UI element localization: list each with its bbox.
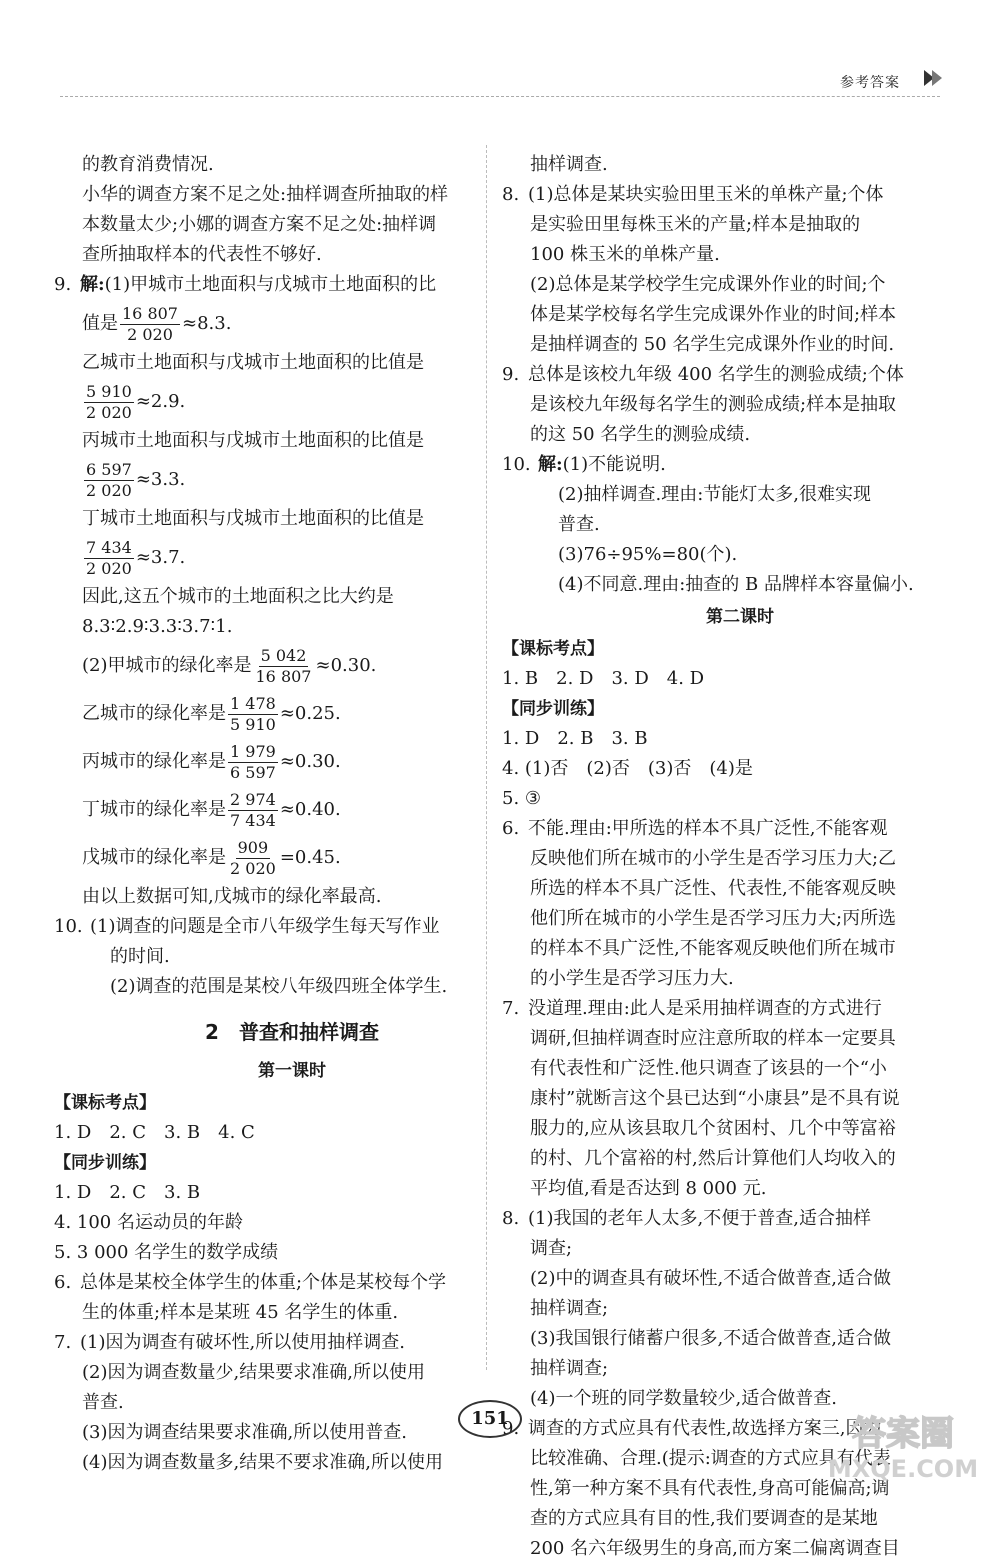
text-line: 性,第一种方案不具有代表性,身高可能偏高;调 (530, 1478, 890, 1499)
page-number: 151 (458, 1400, 522, 1438)
text-line: 由以上数据可知,戊城市的绿化率最高. (82, 886, 382, 907)
text-line: 调研,但抽样调查时应注意所取的样本一定要具 (530, 1028, 896, 1049)
fraction (228, 838, 278, 879)
denominator: 5 910 (230, 714, 276, 734)
text: ≈0.30. (279, 751, 341, 772)
text: ≈2.9. (135, 391, 186, 412)
text: (1)总体是某块实验田里玉米的单株产量;个体 (528, 184, 884, 205)
tag-line (502, 634, 950, 664)
text-line: 康村”就断言这个县已达到“小康县”是不具有说 (530, 1088, 900, 1109)
fraction (228, 694, 278, 735)
text-line: (3)因为调查结果要求准确,所以使用普查. (82, 1422, 407, 1443)
text-line: 小华的调查方案不足之处:抽样调查所抽取的样 (82, 184, 449, 205)
section-title: 2 普查和抽样调查 (205, 1020, 379, 1044)
tag-line (502, 694, 950, 724)
tag-line (54, 1088, 502, 1118)
text-line: 的村、几个富裕的村,然后计算他们人均收入的 (530, 1148, 896, 1169)
fraction (84, 382, 134, 423)
text: ≈0.40. (279, 799, 341, 820)
text-line: 因此,这五个城市的土地面积之比大约是 (82, 586, 394, 607)
text: =0.45. (279, 847, 341, 868)
text-line: 抽样调查; (530, 1298, 609, 1319)
text-line: 所选的样本不具广泛性、代表性,不能客观反映 (530, 878, 896, 899)
text-line: (2)中的调查具有破坏性,不适合做普查,适合做 (530, 1268, 891, 1289)
tag-line (54, 1148, 502, 1178)
left-column (54, 150, 502, 1478)
text: ≈3.3. (135, 469, 186, 490)
text-line: 的这 50 名学生的测验成绩. (530, 424, 751, 445)
answer-line: 5. ③ (502, 788, 542, 809)
answer-line: 4. (1)否 (2)否 (3)否 (4)是 (502, 758, 753, 779)
numerator: 5 910 (86, 381, 132, 401)
text-line: (4)因为调查数量多,结果不要求准确,所以使用 (82, 1452, 443, 1473)
text: 总体是某校全体学生的体重;个体是某校每个学 (80, 1272, 447, 1293)
text-line: 查的方式应具有目的性,我们要调查的是某地 (530, 1508, 878, 1529)
denominator: 2 020 (86, 480, 132, 500)
question-number: 7. (502, 998, 520, 1019)
text-line: (2)抽样调查.理由:节能灯太多,很难实现 (558, 484, 872, 505)
denominator: 2 020 (127, 324, 173, 344)
fraction-line (82, 534, 502, 582)
text: (1)不能说明. (562, 454, 666, 475)
text-line: 是抽样调查的 50 名学生完成课外作业的时间. (530, 334, 895, 355)
text-line: 有代表性和广泛性.他只调查了该县的一个“小 (530, 1058, 887, 1079)
answer-line: 4. 100 名运动员的年龄 (54, 1212, 243, 1233)
text: (1)因为调查有破坏性,所以使用抽样调查. (80, 1332, 405, 1353)
question-number: 10. (54, 916, 83, 937)
text-line: 的样本不具广泛性,不能客观反映他们所在城市 (530, 938, 896, 959)
denominator: 6 597 (230, 762, 276, 782)
numerator: 6 597 (86, 459, 132, 479)
section-tag: 【课标考点】 (502, 639, 604, 659)
denominator: 2 020 (86, 558, 132, 578)
text: 乙城市的绿化率是 (82, 703, 226, 724)
question-number: 7. (54, 1332, 72, 1353)
question-9-line (54, 270, 502, 300)
denominator: 2 020 (230, 858, 276, 878)
watermark-logo (818, 1405, 988, 1483)
answer-line (502, 994, 950, 1024)
fraction (120, 304, 180, 345)
text-line: 生的体重;样本是某班 45 名学生的体重. (82, 1302, 399, 1323)
text: 戊城市的绿化率是 (82, 847, 226, 868)
section-tag: 【同步训练】 (54, 1153, 156, 1173)
fraction (228, 790, 278, 831)
text-line: (2)因为调查数量少,结果要求准确,所以使用 (82, 1362, 425, 1383)
answer-line (54, 1268, 502, 1298)
text: 没道理.理由:此人是采用抽样调查的方式进行 (528, 998, 882, 1019)
text-line: 反映他们所在城市的小学生是否学习压力大;乙 (530, 848, 897, 869)
fraction-line (82, 738, 502, 786)
text-line: 服力的,应从该县取几个贫困村、几个中等富裕 (530, 1118, 896, 1139)
section-tag: 【同步训练】 (502, 699, 604, 719)
text-line: 8.3∶2.9∶3.3∶3.7∶1. (82, 616, 233, 637)
question-number: 6. (54, 1272, 72, 1293)
fraction-line (82, 378, 502, 426)
text-line: 调查; (530, 1238, 573, 1259)
section-tag: 【课标考点】 (54, 1093, 156, 1113)
text: (1)调查的问题是全市八年级学生每天写作业 (90, 916, 440, 937)
numerator: 2 974 (230, 789, 276, 809)
answer-line: 1. B 2. D 3. D 4. D (502, 668, 705, 689)
answer-line: 1. D 2. C 3. B (54, 1182, 201, 1203)
question-number: 8. (502, 184, 520, 205)
fraction-line (82, 834, 502, 882)
text: 不能.理由:甲所选的样本不具广泛性,不能客观 (528, 818, 888, 839)
header-label: 参考答案 (840, 75, 900, 91)
arrow-icon (920, 66, 944, 90)
text-line: 乙城市土地面积与戊城市土地面积的比值是 (82, 352, 424, 373)
text-line: 100 株玉米的单株产量. (530, 244, 720, 265)
watermark-top-text: 答案圈 (852, 1414, 954, 1454)
fraction (84, 460, 134, 501)
fraction-line (82, 690, 502, 738)
text-line: 200 名六年级男生的身高,而方案二偏离调查目 (530, 1538, 900, 1559)
answer-line (54, 1328, 502, 1358)
text: (1)我国的老年人太多,不便于普查,适合抽样 (528, 1208, 871, 1229)
text: ≈0.25. (279, 703, 341, 724)
fraction-line (82, 642, 502, 690)
text-line: 体是某学校每名学生完成课外作业的时间;样本 (530, 304, 897, 325)
text-line: (3)我国银行储蓄户很多,不适合做普查,适合做 (530, 1328, 891, 1349)
question-10-line (54, 912, 502, 942)
text-line: (3)76÷95%=80(个). (558, 544, 738, 565)
text-line: 的时间. (110, 946, 170, 967)
text-line: (4)不同意.理由:抽查的 B 品牌样本容量偏小. (558, 574, 914, 595)
numerator: 909 (237, 837, 269, 857)
watermark-bottom-text: MXQE.COM (827, 1455, 979, 1483)
answer-line (502, 814, 950, 844)
numerator: 5 042 (260, 645, 307, 665)
header-rule (60, 96, 940, 97)
right-column (502, 150, 950, 1564)
question-number: 6. (502, 818, 520, 839)
denominator: 16 807 (255, 666, 312, 686)
text-line: 本数量太少;小娜的调查方案不足之处:抽样调 (82, 214, 437, 235)
fraction (84, 538, 134, 579)
numerator: 1 478 (230, 693, 276, 713)
text-line: 比较准确、合理.(提示:调查的方式应具有代表 (530, 1448, 891, 1469)
text-line: (4)一个班的同学数量较少,适合做普查. (530, 1388, 837, 1409)
text-line: 丙城市土地面积与戊城市土地面积的比值是 (82, 430, 424, 451)
solution-label: 解: (538, 454, 563, 475)
lesson-title: 第二课时 (706, 607, 774, 627)
text: ≈0.30. (315, 655, 377, 676)
text: (1)甲城市土地面积与戊城市土地面积的比 (104, 274, 437, 295)
answer-line (502, 1204, 950, 1234)
numerator: 16 807 (122, 303, 178, 323)
denominator: 7 434 (230, 810, 276, 830)
question-number: 10. (502, 454, 531, 475)
text-line: 查所抽取样本的代表性不够好. (82, 244, 322, 265)
text: ≈8.3. (181, 313, 232, 334)
text-line: 是实验田里每株玉米的产量;样本是抽取的 (530, 214, 861, 235)
text-line: 抽样调查; (530, 1358, 609, 1379)
fraction (254, 646, 314, 687)
question-number: 9. (54, 274, 72, 295)
text-line: 丁城市土地面积与戊城市土地面积的比值是 (82, 508, 424, 529)
question-number: 9. (502, 364, 520, 385)
fraction-line (82, 300, 502, 348)
answer-line (502, 180, 950, 210)
numerator: 7 434 (86, 537, 132, 557)
text: (2)甲城市的绿化率是 (82, 655, 252, 676)
numerator: 1 979 (230, 741, 276, 761)
text-line: 平均值,看是否达到 8 000 元. (530, 1178, 767, 1199)
text-line: 抽样调查. (530, 154, 608, 175)
text-line: 的小学生是否学习压力大. (530, 968, 734, 989)
fraction-line (82, 456, 502, 504)
text: ≈3.7. (135, 547, 186, 568)
answer-line (502, 360, 950, 390)
text-line: 他们所在城市的小学生是否学习压力大;丙所选 (530, 908, 897, 929)
answer-line: 1. D 2. B 3. B (502, 728, 648, 749)
denominator: 2 020 (86, 402, 132, 422)
text-line: 普查. (82, 1392, 124, 1413)
question-number: 9. (502, 1418, 520, 1439)
answer-line: 5. 3 000 名学生的数学成绩 (54, 1242, 279, 1263)
text: 丙城市的绿化率是 (82, 751, 226, 772)
text-line: (2)总体是某学校学生完成课外作业的时间;个 (530, 274, 886, 295)
text-line: 普查. (558, 514, 600, 535)
text: 丁城市的绿化率是 (82, 799, 226, 820)
text-line: 的教育消费情况. (82, 154, 214, 175)
answer-line: 1. D 2. C 3. B 4. C (54, 1122, 255, 1143)
text: 值是 (82, 313, 118, 334)
fraction (228, 742, 278, 783)
solution-label: 解: (80, 274, 105, 295)
question-number: 8. (502, 1208, 520, 1229)
text-line: 是该校九年级每名学生的测验成绩;样本是抽取 (530, 394, 897, 415)
lesson-title: 第一课时 (258, 1061, 326, 1081)
fraction-line (82, 786, 502, 834)
text: 调查的方式应具有代表性,故选择方案三,因为 (528, 1418, 882, 1439)
text-line: (2)调查的范围是某校八年级四班全体学生. (110, 976, 448, 997)
text: 总体是该校九年级 400 名学生的测验成绩;个体 (528, 364, 904, 385)
answer-line (502, 450, 950, 480)
